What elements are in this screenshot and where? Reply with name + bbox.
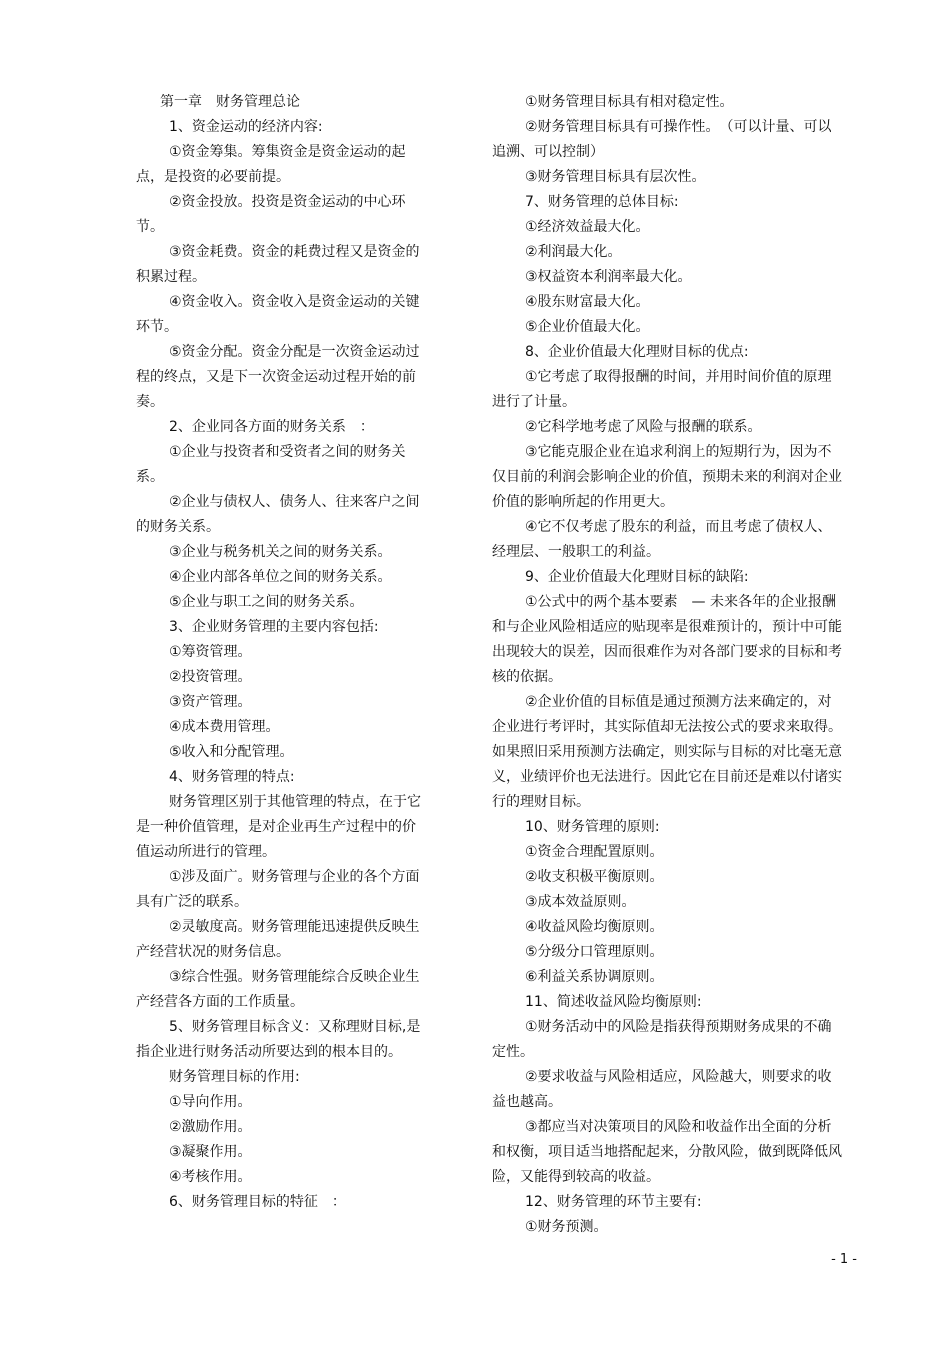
paragraph: 10、财务管理的原则:	[525, 819, 660, 835]
paragraph: ⑥利益关系协调原则。	[525, 969, 664, 985]
paragraph: 6、财务管理目标的特征 ：	[169, 1194, 346, 1210]
paragraph: ①筹资管理。	[169, 644, 252, 660]
paragraph: ⑤企业价值最大化。	[525, 319, 650, 335]
paragraph: ①财务管理目标具有相对稳定性。	[525, 94, 734, 110]
paragraph: 3、企业财务管理的主要内容包括:	[169, 619, 379, 635]
paragraph: 财务管理目标的作用:	[169, 1069, 300, 1085]
paragraph: ①资金合理配置原则。	[525, 844, 664, 860]
paragraph: ②资金投放。投资是资金运动的中心环节。	[136, 194, 406, 235]
paragraph: ②它科学地考虑了风险与报酬的联系。	[525, 419, 762, 435]
paragraph: 8、企业价值最大化理财目标的优点:	[525, 344, 749, 360]
paragraph: 4、财务管理的特点:	[169, 769, 295, 785]
paragraph: 11、简述收益风险均衡原则:	[525, 994, 702, 1010]
paragraph: ①它考虑了取得报酬的时间，并用时间价值的原理进行了计量。	[492, 369, 832, 410]
paragraph: ①资金筹集。筹集资金是资金运动的起点，是投资的必要前提。	[136, 144, 406, 185]
left-column	[136, 90, 426, 1215]
paragraph: ⑤分级分口管理原则。	[525, 944, 664, 960]
paragraph: ③权益资本利润率最大化。	[525, 269, 692, 285]
paragraph: 7、财务管理的总体目标:	[525, 194, 679, 210]
paragraph: ①公式中的两个基本要素 — 未来各年的企业报酬和与企业风险相适应的贴现率是很难预计的，预计中可能出现较大的误差，因而很难作为对各部门要求的目标和考核的依据。	[492, 594, 842, 685]
paragraph: ②激励作用。	[169, 1119, 252, 1135]
paragraph: ③资金耗费。资金的耗费过程又是资金的积累过程。	[136, 244, 420, 285]
paragraph: 1、资金运动的经济内容:	[169, 119, 323, 135]
chapter-title: 第一章 财务管理总论	[160, 94, 300, 110]
paragraph: ②企业价值的目标值是通过预测方法来确定的，对企业进行考评时，其实际值却无法按公式的要求来取得。如果照旧采用预测方法确定，则实际与目标的对比毫无意义，业绩评价也无法进行。因此它在目前还是难以付诸实行的理财目标。	[492, 694, 842, 810]
paragraph: 5、财务管理目标含义：又称理财目标,是指企业进行财务活动所要达到的根本目的。	[136, 1019, 421, 1060]
paragraph: 12、财务管理的环节主要有:	[525, 1194, 702, 1210]
paragraph: ④收益风险均衡原则。	[525, 919, 664, 935]
paragraph: ②要求收益与风险相适应，风险越大，则要求的收益也越高。	[492, 1069, 832, 1110]
paragraph: ④它不仅考虑了股东的利益，而且考虑了债权人、经理层、一般职工的利益。	[492, 519, 832, 560]
paragraph: ④考核作用。	[169, 1169, 252, 1185]
paragraph: ③都应当对决策项目的风险和收益作出全面的分析和权衡，项目适当地搭配起来，分散风险，做到既降低风险，又能得到较高的收益。	[492, 1119, 842, 1185]
paragraph: ②投资管理。	[169, 669, 252, 685]
paragraph: ①导向作用。	[169, 1094, 252, 1110]
paragraph: ③企业与税务机关之间的财务关系。	[169, 544, 392, 560]
paragraph: ①财务预测。	[525, 1219, 608, 1235]
paragraph: ⑤收入和分配管理。	[169, 744, 294, 760]
paragraph: ③凝聚作用。	[169, 1144, 252, 1160]
paragraph: ①财务活动中的风险是指获得预期财务成果的不确定性。	[492, 1019, 832, 1060]
paragraph: ③资产管理。	[169, 694, 252, 710]
paragraph: ④资金收入。资金收入是资金运动的关键环节。	[136, 294, 420, 335]
right-column	[492, 90, 844, 1240]
paragraph: ②利润最大化。	[525, 244, 622, 260]
paragraph: ②收支积极平衡原则。	[525, 869, 664, 885]
page-number: - 1 -	[831, 1252, 857, 1267]
paragraph: ③综合性强。财务管理能综合反映企业生产经营各方面的工作质量。	[136, 969, 420, 1010]
paragraph: ①企业与投资者和受资者之间的财务关系。	[136, 444, 406, 485]
paragraph: ④成本费用管理。	[169, 719, 280, 735]
paragraph: 财务管理区别于其他管理的特点，在于它是一种价值管理，是对企业再生产过程中的价值运动所进行的管理。	[136, 794, 421, 860]
paragraph: ⑤企业与职工之间的财务关系。	[169, 594, 364, 610]
paragraph: ③成本效益原则。	[525, 894, 636, 910]
paragraph: ②企业与债权人、债务人、往来客户之间的财务关系。	[136, 494, 420, 535]
paragraph: ④股东财富最大化。	[525, 294, 650, 310]
paragraph: ②财务管理目标具有可操作性。 （可以计量、可以追溯、可以控制）	[492, 119, 832, 160]
paragraph: ①经济效益最大化。	[525, 219, 650, 235]
paragraph: 9、企业价值最大化理财目标的缺陷:	[525, 569, 749, 585]
paragraph: ③财务管理目标具有层次性。	[525, 169, 706, 185]
paragraph: ⑤资金分配。资金分配是一次资金运动过程的终点，又是下一次资金运动过程开始的前奏。	[136, 344, 420, 410]
paragraph: ③它能克服企业在追求利润上的短期行为，因为不仅目前的利润会影响企业的价值，预期未来的利润对企业价值的影响所起的作用更大。	[492, 444, 842, 510]
paragraph: ②灵敏度高。财务管理能迅速提供反映生产经营状况的财务信息。	[136, 919, 420, 960]
paragraph: ①涉及面广。财务管理与企业的各个方面具有广泛的联系。	[136, 869, 420, 910]
paragraph: ④企业内部各单位之间的财务关系。	[169, 569, 392, 585]
paragraph: 2、企业同各方面的财务关系 ：	[169, 419, 374, 435]
